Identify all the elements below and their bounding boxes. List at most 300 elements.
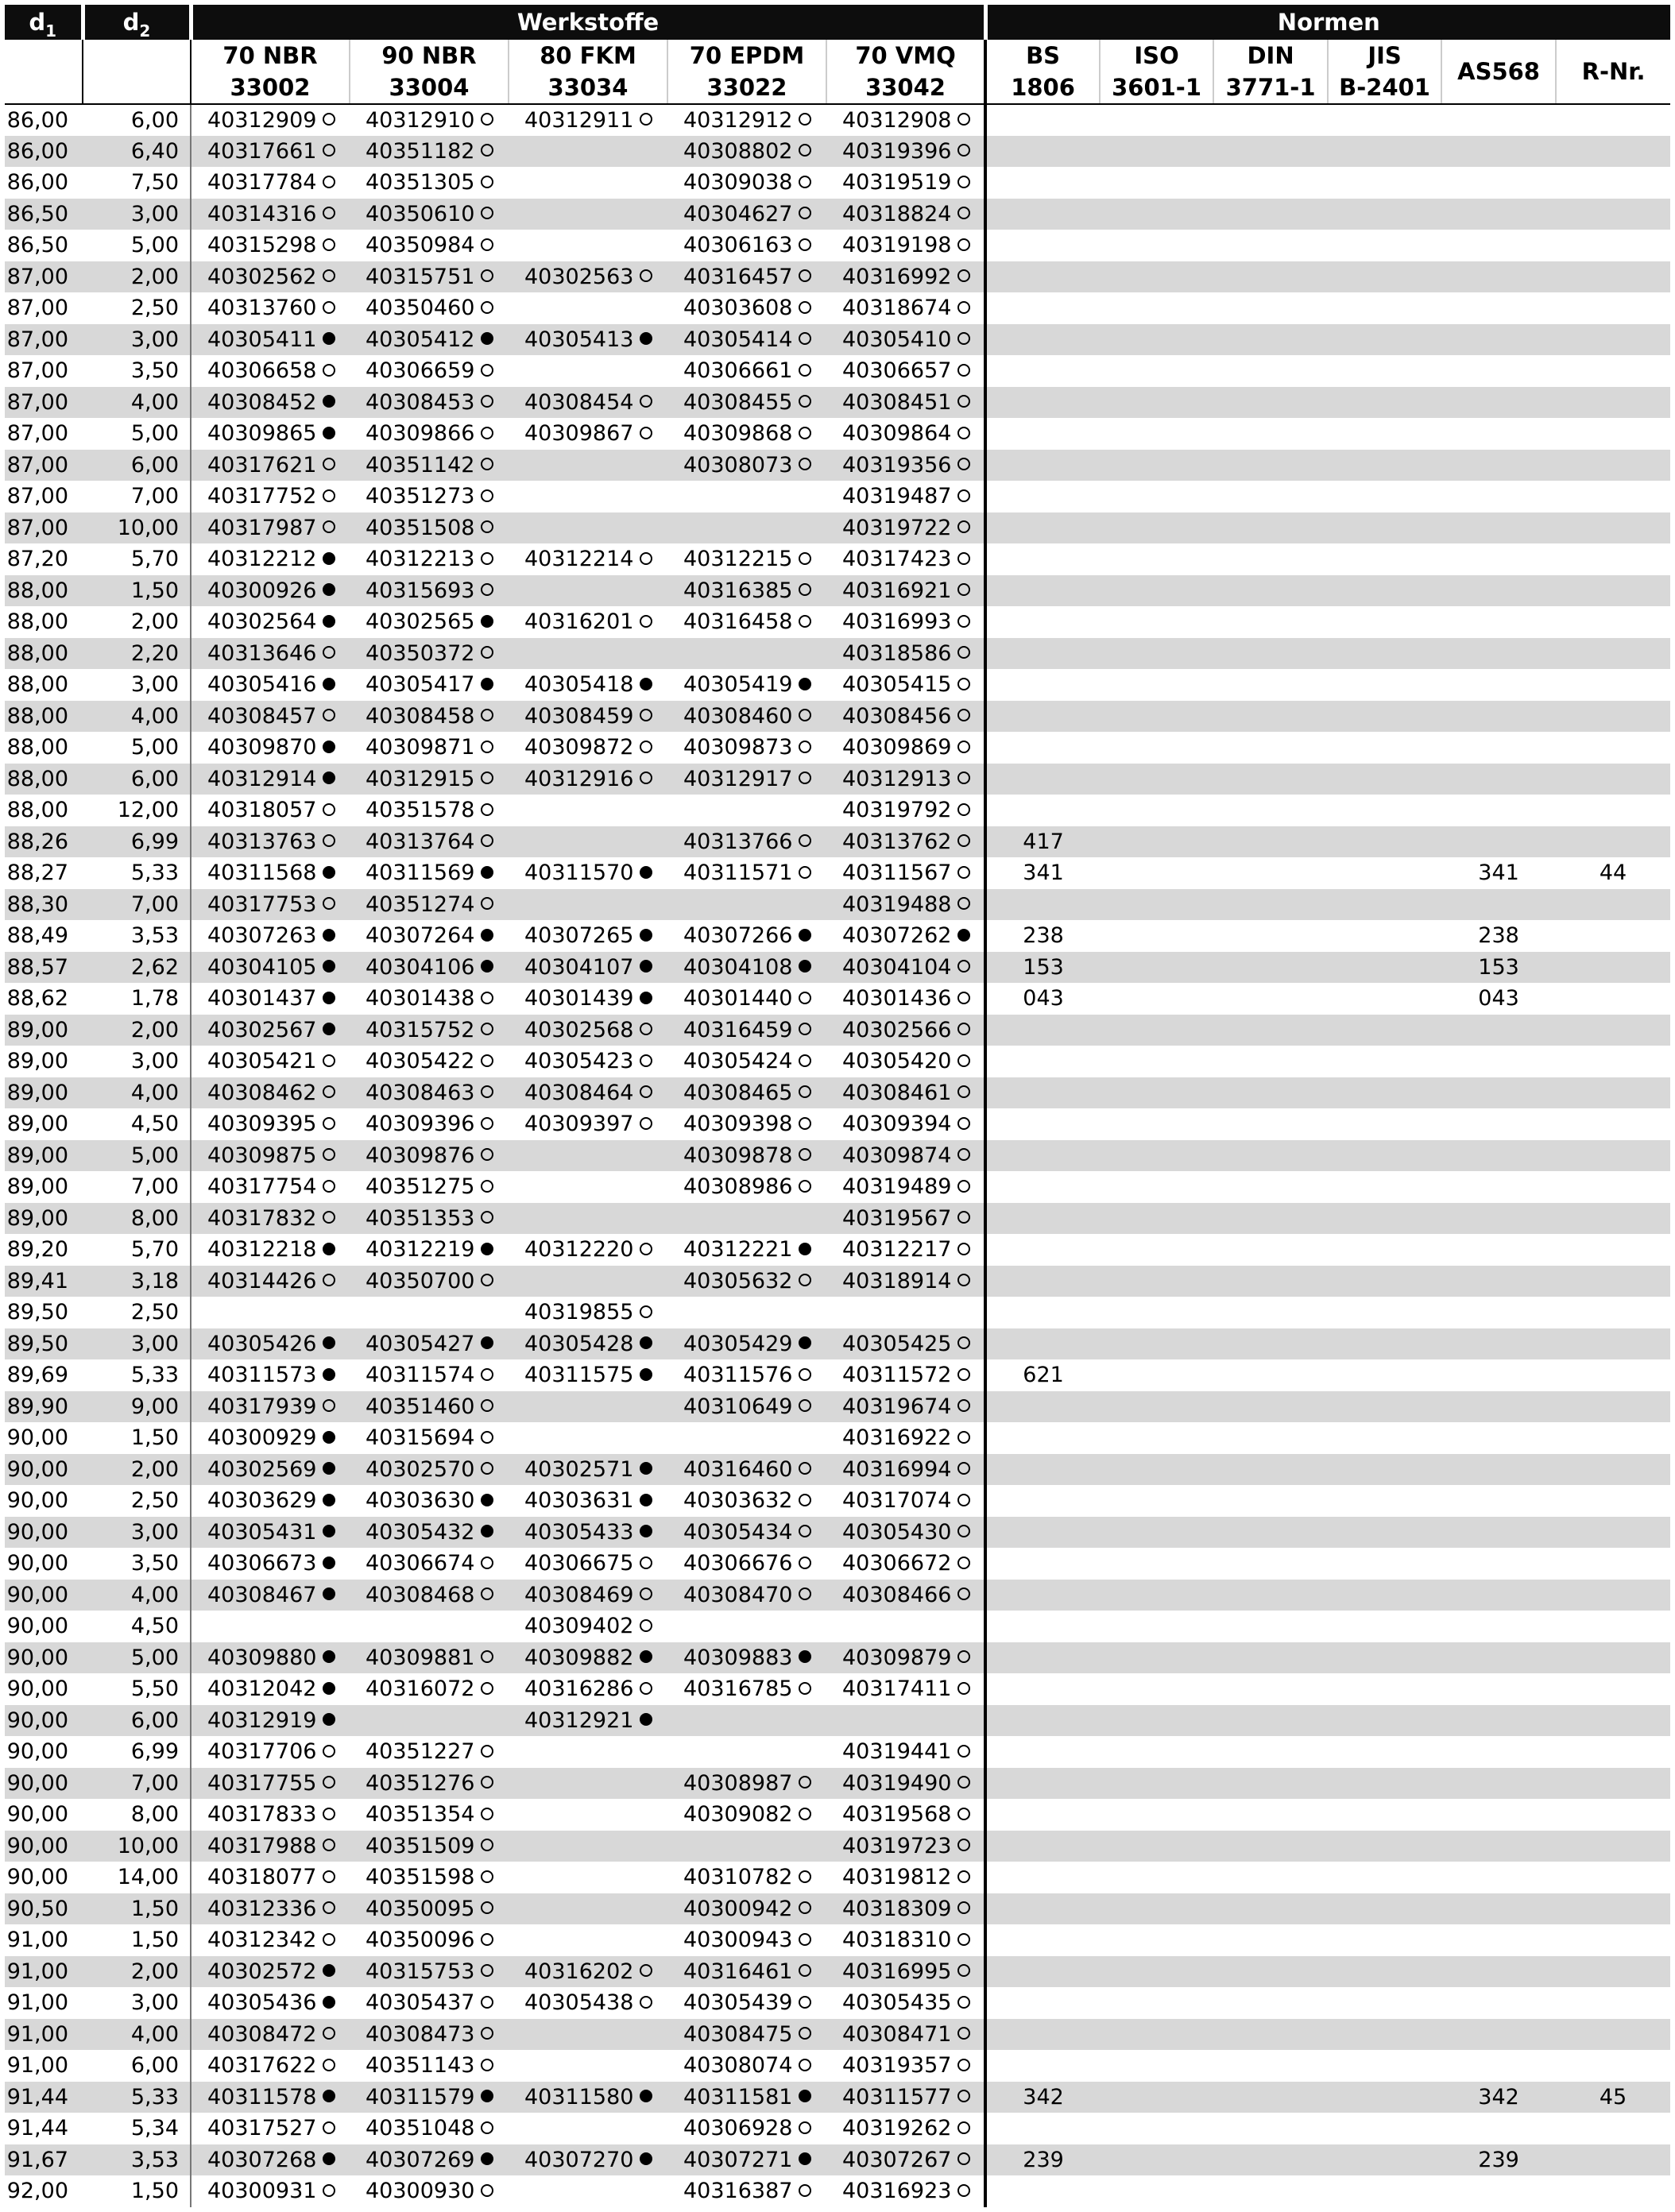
d2-cell: 2,20 xyxy=(83,638,191,670)
article-number-cell xyxy=(509,920,667,952)
article-number-cell xyxy=(826,1046,985,1077)
norm-cell xyxy=(1441,1485,1556,1517)
norm-cell xyxy=(1213,857,1328,889)
norm-cell xyxy=(1328,324,1441,356)
article-number-cell xyxy=(509,324,667,356)
article-number: 40300943 xyxy=(683,1928,793,1953)
article-number: 40308802 xyxy=(683,138,793,164)
article-number: 40305418 xyxy=(524,672,634,698)
norm-cell xyxy=(1213,1108,1328,1140)
article-number: 40315751 xyxy=(366,264,475,289)
article-number: 40319674 xyxy=(842,1394,952,1419)
norm-cell xyxy=(1556,826,1670,858)
open-circle-icon xyxy=(799,1996,811,2009)
table-row xyxy=(5,1705,1670,1737)
article-number: 40319519 xyxy=(842,170,952,195)
norm-cell xyxy=(985,732,1100,764)
article-number-cell xyxy=(826,1862,985,1893)
d1-cell: 91,44 xyxy=(6,2116,68,2141)
open-circle-icon xyxy=(957,583,970,596)
norm-cell xyxy=(1441,543,1556,575)
open-circle-icon xyxy=(799,458,811,470)
table-row xyxy=(5,199,1670,230)
open-circle-icon xyxy=(957,1368,970,1381)
norm-cell xyxy=(1441,324,1556,356)
article-number-cell xyxy=(826,2082,985,2113)
norm-cell xyxy=(985,2050,1100,2082)
norm-cell xyxy=(1100,2019,1213,2051)
article-number-cell xyxy=(191,1297,350,1328)
open-circle-icon xyxy=(323,1933,335,1946)
d2-header: $d_2$ xyxy=(83,5,191,40)
d2-cell: 4,50 xyxy=(83,1108,191,1140)
article-number-cell xyxy=(350,1108,509,1140)
table-row xyxy=(5,1768,1670,1800)
article-number: 40309874 xyxy=(842,1143,952,1168)
norm-cell xyxy=(1213,1987,1328,2019)
article-number: 40308471 xyxy=(842,2021,952,2047)
table-row xyxy=(5,1234,1670,1266)
open-circle-icon xyxy=(640,269,652,282)
article-number-cell xyxy=(191,1046,350,1077)
article-number-cell xyxy=(826,826,985,858)
article-number-cell xyxy=(509,795,667,826)
norm-cell xyxy=(985,1328,1100,1360)
article-number-cell xyxy=(667,1673,826,1705)
article-number: 40311570 xyxy=(524,860,634,886)
open-circle-icon xyxy=(957,1933,970,1946)
norm-cell xyxy=(1213,1956,1328,1988)
d1-cell: 89,00 xyxy=(6,1205,68,1231)
norm-cell xyxy=(985,795,1100,826)
table-row xyxy=(5,669,1670,701)
article-number-cell xyxy=(667,2113,826,2144)
d1-cell: 88,00 xyxy=(6,703,68,729)
norm-cell xyxy=(985,1768,1100,1800)
norm-cell xyxy=(1328,2019,1441,2051)
open-circle-icon xyxy=(957,1054,970,1067)
filled-circle-icon xyxy=(799,1336,811,1349)
article-number: 40302568 xyxy=(524,1017,634,1042)
d1-cell: 87,00 xyxy=(6,389,68,415)
article-number-cell xyxy=(667,230,826,261)
article-number: 40317832 xyxy=(207,1205,317,1231)
filled-circle-icon xyxy=(323,1336,335,1349)
article-number-cell xyxy=(667,1391,826,1423)
open-circle-icon xyxy=(481,1023,493,1035)
d1-cell: 90,00 xyxy=(6,1865,68,1890)
open-circle-icon xyxy=(481,2027,493,2040)
norm-cell xyxy=(985,1956,1100,1988)
article-number-cell xyxy=(350,952,509,984)
norm-cell xyxy=(1100,543,1213,575)
open-circle-icon xyxy=(957,1431,970,1444)
norm-cell xyxy=(1100,575,1213,607)
norm-cell xyxy=(1556,1705,1670,1737)
article-number-cell xyxy=(826,1359,985,1391)
article-number: 40312214 xyxy=(524,547,634,572)
table-row xyxy=(5,1893,1670,1925)
article-number: 40317752 xyxy=(207,484,317,509)
article-number-cell xyxy=(667,1893,826,1925)
norm-cell xyxy=(1441,1768,1556,1800)
norm-cell xyxy=(1213,795,1328,826)
open-circle-icon xyxy=(957,1085,970,1098)
norm-cell: 341 xyxy=(1023,860,1064,886)
article-number-cell xyxy=(350,1611,509,1642)
norm-cell xyxy=(1100,1831,1213,1862)
article-number: 40308454 xyxy=(524,389,634,415)
norm-cell xyxy=(985,1893,1100,1925)
article-number: 40304106 xyxy=(366,954,475,980)
norm-cell xyxy=(1556,575,1670,607)
article-number-cell xyxy=(350,167,509,199)
norm-cell xyxy=(1328,1548,1441,1580)
norm-cell xyxy=(985,543,1100,575)
article-number-cell xyxy=(667,1454,826,1486)
filled-circle-icon xyxy=(323,1650,335,1663)
article-number-cell xyxy=(350,1517,509,1549)
article-number-cell xyxy=(509,1517,667,1549)
article-number: 40302564 xyxy=(207,609,317,635)
norm-cell xyxy=(985,104,1100,136)
table-row xyxy=(5,920,1670,952)
article-number-cell xyxy=(826,2175,985,2207)
article-number-cell xyxy=(350,983,509,1015)
norm-cell xyxy=(985,1611,1100,1642)
open-circle-icon xyxy=(799,176,811,188)
article-number: 40312914 xyxy=(207,766,317,791)
open-circle-icon xyxy=(957,1462,970,1475)
norm-cell xyxy=(1328,2144,1441,2176)
article-number: 40309879 xyxy=(842,1645,952,1670)
article-number-cell xyxy=(350,450,509,481)
article-number-cell xyxy=(350,669,509,701)
article-number-cell xyxy=(350,1171,509,1203)
article-number-cell xyxy=(191,136,350,168)
open-circle-icon xyxy=(640,1964,652,1977)
article-number: 40351353 xyxy=(366,1205,475,1231)
article-number-cell xyxy=(191,292,350,324)
article-number: 40312912 xyxy=(683,107,793,133)
norm-cell xyxy=(1213,2050,1328,2082)
norm-cell xyxy=(1213,2175,1328,2207)
open-circle-icon xyxy=(481,2184,493,2197)
d1-cell: 89,50 xyxy=(6,1331,68,1356)
table-row xyxy=(5,104,1670,136)
d2-subheader xyxy=(83,40,191,104)
filled-circle-icon xyxy=(323,395,335,408)
d1-cell: 90,00 xyxy=(6,1425,68,1451)
article-number: 40316922 xyxy=(842,1425,952,1451)
article-number-cell xyxy=(826,450,985,481)
d1-cell: 91,44 xyxy=(6,2084,68,2110)
norm-cell xyxy=(1213,1831,1328,1862)
norm-cell xyxy=(1213,1203,1328,1235)
norm-cell: 621 xyxy=(1023,1363,1064,1388)
norm-cell xyxy=(1328,481,1441,512)
d2-cell: 5,50 xyxy=(83,1673,191,1705)
article-number-cell xyxy=(350,1736,509,1768)
d1-cell: 88,62 xyxy=(6,986,68,1011)
d1-cell: 89,41 xyxy=(6,1268,68,1294)
norm-cell xyxy=(985,167,1100,199)
norm-cell xyxy=(1328,701,1441,733)
article-number: 40312342 xyxy=(207,1928,317,1953)
filled-circle-icon xyxy=(481,1525,493,1537)
table-row xyxy=(5,1454,1670,1486)
norm-cell xyxy=(1328,1266,1441,1297)
table-row xyxy=(5,795,1670,826)
norm-cell xyxy=(1100,1485,1213,1517)
filled-circle-icon xyxy=(957,929,970,942)
norm-cell xyxy=(1441,136,1556,168)
article-number: 40312220 xyxy=(524,1237,634,1263)
norm-cell xyxy=(985,889,1100,921)
open-circle-icon xyxy=(481,1117,493,1130)
filled-circle-icon xyxy=(323,332,335,345)
article-number-cell xyxy=(191,543,350,575)
open-circle-icon xyxy=(323,520,335,533)
filled-circle-icon xyxy=(640,929,652,942)
article-number-cell xyxy=(191,669,350,701)
open-circle-icon xyxy=(799,1870,811,1883)
filled-circle-icon xyxy=(323,1462,335,1475)
open-circle-icon xyxy=(481,1180,493,1193)
article-number-cell xyxy=(191,1611,350,1642)
norm-cell xyxy=(1328,1736,1441,1768)
article-number-cell xyxy=(826,1203,985,1235)
article-number: 40302562 xyxy=(207,264,317,289)
table-row xyxy=(5,1580,1670,1611)
norm-cell xyxy=(1441,1893,1556,1925)
table-row xyxy=(5,983,1670,1015)
article-number-cell xyxy=(509,199,667,230)
norm-cell xyxy=(1100,355,1213,387)
article-number: 40315694 xyxy=(366,1425,475,1451)
open-circle-icon xyxy=(957,1870,970,1883)
article-number: 40319357 xyxy=(842,2053,952,2079)
norm-cell xyxy=(985,1924,1100,1956)
norm-cell xyxy=(1328,1799,1441,1831)
open-circle-icon xyxy=(323,1085,335,1098)
norm-cell xyxy=(1556,1391,1670,1423)
norm-cell xyxy=(1100,481,1213,512)
table-row xyxy=(5,857,1670,889)
norm-cell xyxy=(1328,1422,1441,1454)
norm-cell xyxy=(1556,795,1670,826)
filled-circle-icon xyxy=(481,678,493,690)
norm-cell xyxy=(1556,701,1670,733)
article-number-cell xyxy=(509,1234,667,1266)
d1-cell: 89,20 xyxy=(6,1237,68,1263)
open-circle-icon xyxy=(481,1901,493,1914)
article-number-cell xyxy=(667,1799,826,1831)
article-number-cell xyxy=(826,1768,985,1800)
table-row xyxy=(5,1673,1670,1705)
open-circle-icon xyxy=(323,1148,335,1161)
article-number-cell xyxy=(509,2113,667,2144)
article-number: 40305432 xyxy=(366,1519,475,1545)
article-number: 40309881 xyxy=(366,1645,475,1670)
norm-cell xyxy=(1328,669,1441,701)
norm-cell xyxy=(1100,2050,1213,2082)
filled-circle-icon xyxy=(481,1243,493,1255)
norm-cell xyxy=(1100,1454,1213,1486)
norm-cell: 342 xyxy=(1478,2084,1519,2110)
norm-cell xyxy=(1441,1328,1556,1360)
article-number: 40311569 xyxy=(366,860,475,886)
norm-cell xyxy=(1441,1831,1556,1862)
article-number: 40351305 xyxy=(366,170,475,195)
article-number: 40305415 xyxy=(842,672,952,698)
article-number: 40309038 xyxy=(683,170,793,195)
open-circle-icon xyxy=(799,395,811,408)
table-row xyxy=(5,512,1670,544)
article-number-cell xyxy=(509,1422,667,1454)
article-number-cell xyxy=(509,1611,667,1642)
article-number-cell xyxy=(350,512,509,544)
table-row xyxy=(5,764,1670,795)
norm-cell xyxy=(1556,889,1670,921)
norm-cell xyxy=(1100,764,1213,795)
open-circle-icon xyxy=(640,1587,652,1600)
table-row xyxy=(5,1987,1670,2019)
norm-cell xyxy=(1441,1924,1556,1956)
norm-cell xyxy=(1213,826,1328,858)
open-circle-icon xyxy=(640,1243,652,1255)
article-number-cell xyxy=(826,2050,985,2082)
d2-cell: 6,00 xyxy=(83,104,191,136)
materials-group-header: Werkstoffe xyxy=(191,5,985,40)
article-number-cell xyxy=(350,387,509,419)
norm-cell xyxy=(1556,1987,1670,2019)
norm-cell xyxy=(1100,1391,1213,1423)
d2-cell: 2,50 xyxy=(83,292,191,324)
norm-cell: 043 xyxy=(1023,986,1064,1011)
norm-cell xyxy=(1556,292,1670,324)
norm-cell xyxy=(1556,1831,1670,1862)
norm-cell xyxy=(1441,1673,1556,1705)
d1-cell: 88,30 xyxy=(6,891,68,917)
article-number: 40350096 xyxy=(366,1928,475,1953)
open-circle-icon xyxy=(323,2059,335,2071)
norm-cell xyxy=(1441,387,1556,419)
article-number: 40301438 xyxy=(366,986,475,1011)
norm-cell xyxy=(1213,1015,1328,1046)
open-circle-icon xyxy=(799,2027,811,2040)
norm-cell xyxy=(1100,1203,1213,1235)
article-number: 40319723 xyxy=(842,1833,952,1858)
norm-cell xyxy=(1100,889,1213,921)
open-circle-icon xyxy=(799,427,811,439)
open-circle-icon xyxy=(640,1023,652,1035)
open-circle-icon xyxy=(957,615,970,628)
article-number: 40308986 xyxy=(683,1174,793,1200)
norm-cell xyxy=(1213,606,1328,638)
d2-cell: 3,50 xyxy=(83,355,191,387)
norm-cell xyxy=(1328,450,1441,481)
article-number-cell xyxy=(826,1987,985,2019)
article-number-cell xyxy=(191,857,350,889)
open-circle-icon xyxy=(481,1148,493,1161)
article-number: 40311580 xyxy=(524,2084,634,2110)
open-circle-icon xyxy=(481,364,493,377)
norm-cell xyxy=(985,136,1100,168)
article-number-cell xyxy=(509,387,667,419)
article-number: 40308464 xyxy=(524,1080,634,1105)
article-number-cell xyxy=(509,606,667,638)
d1-cell: 90,50 xyxy=(6,1896,68,1921)
norm-cell xyxy=(1328,1234,1441,1266)
article-number: 40306672 xyxy=(842,1551,952,1576)
article-number-cell xyxy=(191,920,350,952)
norm-cell xyxy=(1328,355,1441,387)
article-number: 40312921 xyxy=(524,1707,634,1733)
open-circle-icon xyxy=(481,1431,493,1444)
norm-cell xyxy=(1100,1046,1213,1077)
article-number: 40309876 xyxy=(366,1143,475,1168)
article-number-cell xyxy=(826,1893,985,1925)
norm-cell xyxy=(1328,1077,1441,1109)
article-number: 40312908 xyxy=(842,107,952,133)
article-number: 40300929 xyxy=(207,1425,317,1451)
article-number-cell xyxy=(191,167,350,199)
table-row xyxy=(5,292,1670,324)
article-number: 40315298 xyxy=(207,233,317,258)
article-number-cell xyxy=(826,2019,985,2051)
article-number: 40313764 xyxy=(366,829,475,854)
open-circle-icon xyxy=(957,2090,970,2102)
article-number-cell xyxy=(826,199,985,230)
norm-cell xyxy=(1556,2019,1670,2051)
norm-cell xyxy=(1328,889,1441,921)
article-number-cell xyxy=(350,481,509,512)
d2-cell: 5,00 xyxy=(83,732,191,764)
article-number: 40316457 xyxy=(683,264,793,289)
norm-cell xyxy=(1100,1548,1213,1580)
norm-cell xyxy=(985,2113,1100,2144)
norm-cell xyxy=(985,1140,1100,1172)
norm-cell xyxy=(1100,1580,1213,1611)
norm-header-bs: BS 1806 xyxy=(985,40,1100,104)
filled-circle-icon xyxy=(481,1494,493,1506)
open-circle-icon xyxy=(799,1180,811,1193)
article-number: 40309866 xyxy=(366,421,475,447)
norm-cell xyxy=(1441,1234,1556,1266)
article-number-cell xyxy=(191,732,350,764)
article-number: 40350372 xyxy=(366,640,475,666)
article-number-cell xyxy=(667,1831,826,1862)
open-circle-icon xyxy=(323,2121,335,2134)
norm-cell xyxy=(1556,1517,1670,1549)
article-number: 40311571 xyxy=(683,860,793,886)
article-number: 40301436 xyxy=(842,986,952,1011)
article-number-cell xyxy=(826,481,985,512)
norm-cell xyxy=(1556,1799,1670,1831)
norm-cell xyxy=(1441,1171,1556,1203)
article-number-cell xyxy=(826,1108,985,1140)
d2-cell: 3,50 xyxy=(83,1548,191,1580)
article-number: 40305434 xyxy=(683,1519,793,1545)
article-number: 40301440 xyxy=(683,986,793,1011)
open-circle-icon xyxy=(957,395,970,408)
d2-cell: 5,70 xyxy=(83,1234,191,1266)
filled-circle-icon xyxy=(323,2152,335,2165)
d1-cell: 88,49 xyxy=(6,923,68,949)
article-number: 40351578 xyxy=(366,798,475,823)
norm-cell xyxy=(1213,1893,1328,1925)
